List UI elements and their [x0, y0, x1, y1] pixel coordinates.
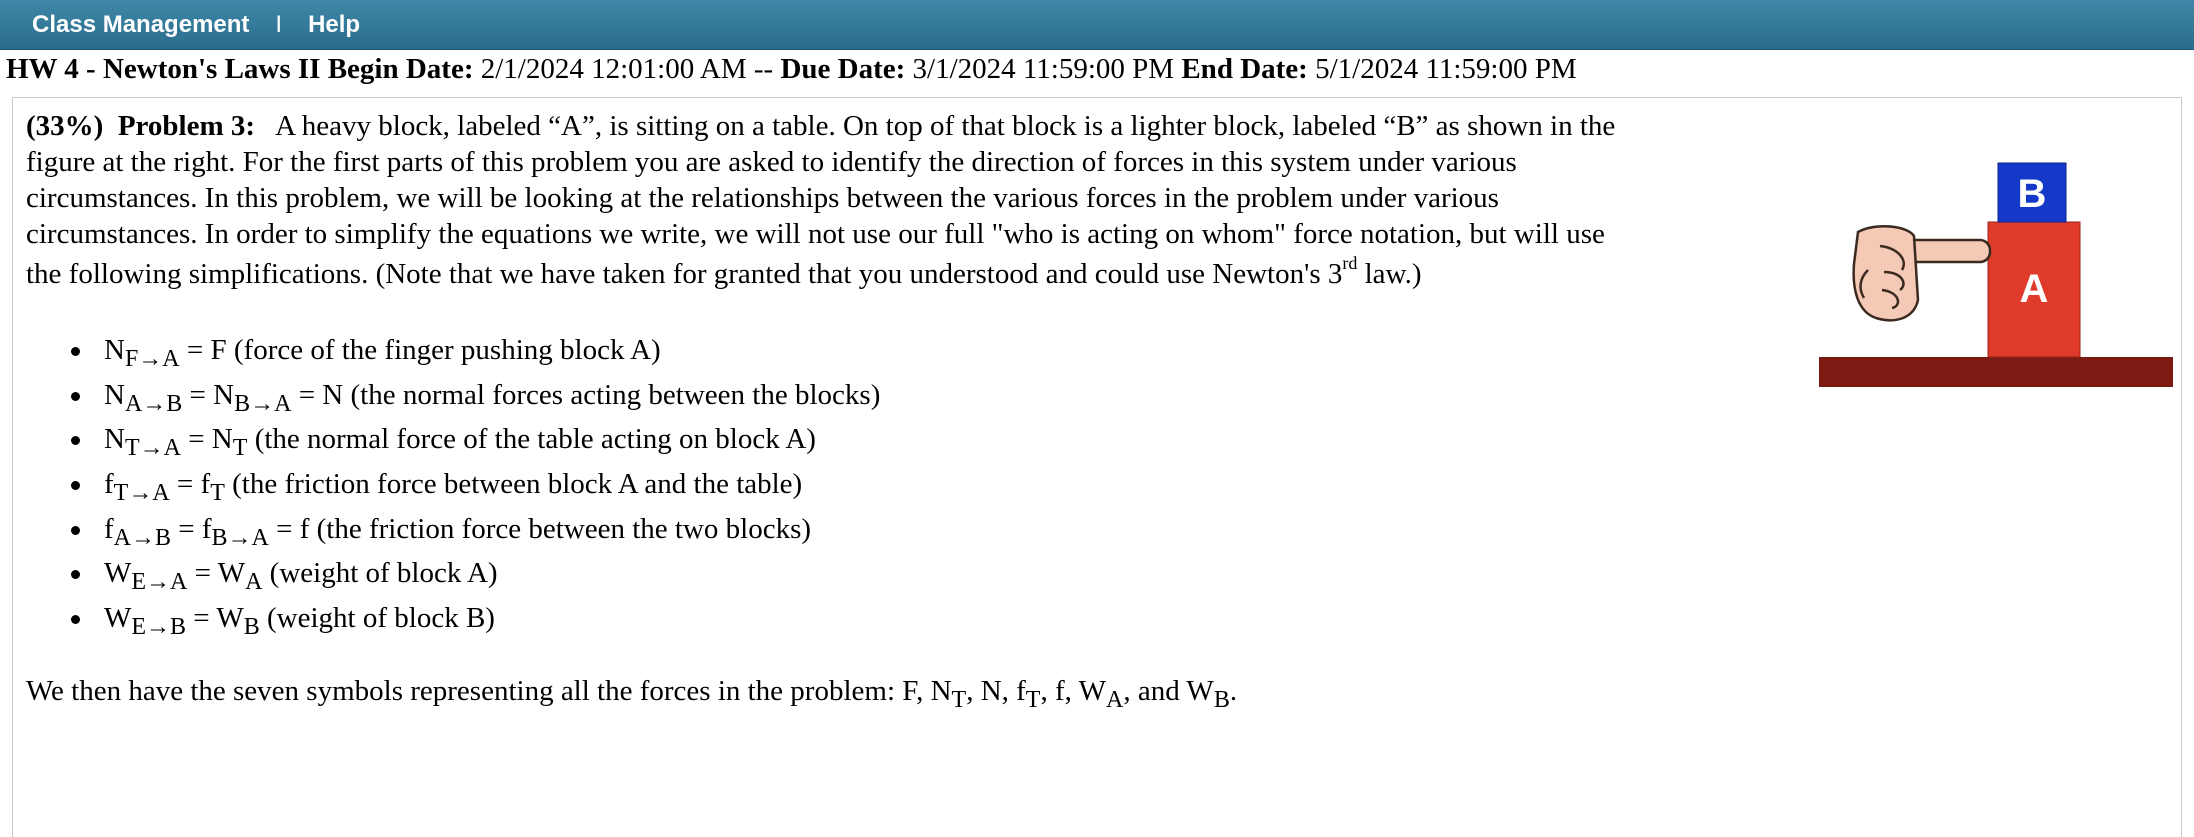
date-separator: --	[753, 53, 774, 85]
problem-line-2: figure at the right. For the first parts of this problem you are asked to identify the direction of forces in this system under various	[26, 146, 1517, 178]
subscript: B	[1213, 687, 1230, 713]
force-summary	[26, 673, 1238, 713]
end-date-value: 5/1/2024 11:59:00 PM	[1315, 53, 1577, 85]
definition-text: (the normal force of the table acting on block A)	[247, 423, 816, 456]
symbol: N	[104, 423, 125, 456]
bullet	[71, 526, 80, 535]
summary-text: , and W	[1123, 675, 1214, 707]
subscript: T	[232, 435, 248, 462]
subscript: A	[245, 569, 263, 596]
summary-text: , f, W	[1040, 675, 1106, 707]
subscript: E→A	[131, 569, 188, 596]
definition-item	[42, 328, 880, 373]
assignment-title: HW 4 - Newton's Laws II	[6, 53, 321, 85]
block-b-label: B	[2017, 172, 2047, 216]
assignment-header	[6, 50, 1577, 88]
top-nav-bar	[0, 0, 2194, 50]
bullet	[71, 481, 80, 490]
definition-text: = f (the friction force between the two blocks)	[268, 512, 812, 545]
blocks-diagram	[1818, 160, 2174, 390]
menu-class-management[interactable]: Class Management	[32, 11, 250, 38]
blocks-figure	[1818, 160, 2174, 390]
due-date-label: Due Date:	[780, 53, 906, 85]
bullet	[71, 347, 80, 356]
definition-item	[42, 373, 880, 418]
menu	[32, 11, 360, 39]
definition-text: (weight of block A)	[262, 557, 498, 590]
problem-text-5a: the following simplifications. (Note that we have taken for granted that you understood and could use Newton's 3	[26, 258, 1343, 290]
subscript: T	[951, 687, 967, 713]
pointing-hand-icon	[1854, 226, 1990, 320]
subscript: T	[210, 480, 225, 507]
problem-line-5	[26, 253, 1796, 292]
definition-item	[42, 417, 880, 462]
symbol-mid: = N	[180, 423, 233, 456]
symbol: W	[104, 602, 132, 635]
problem-text-1: A heavy block, labeled “A”, is sitting on a table. On top of that block is a lighter block, labeled “B” as shown in the	[275, 110, 1616, 142]
problem-line-4: circumstances. In order to simplify the equations we write, we will not use our full "who is acting on whom" force notation, but will use	[26, 218, 1605, 250]
bullet	[71, 615, 80, 624]
subscript: T→A	[113, 480, 170, 507]
block-a-label: A	[2019, 267, 2049, 311]
begin-date-label: Begin Date:	[327, 53, 474, 85]
subscript: T→A	[124, 435, 181, 462]
symbol-mid: = f	[171, 512, 212, 545]
summary-text: We then have the seven symbols representing all the forces in the problem: F, N	[26, 675, 952, 707]
subscript: B	[243, 614, 260, 641]
summary-text: , N, f	[966, 675, 1026, 707]
problem-weight: (33%)	[26, 110, 104, 142]
summary-text: .	[1229, 675, 1238, 707]
symbol: N	[104, 378, 125, 411]
definition-item	[42, 462, 880, 507]
subscript: A→B	[124, 390, 183, 417]
superscript-rd: rd	[1342, 253, 1358, 274]
problem-label: Problem 3:	[117, 110, 256, 142]
symbol: W	[104, 557, 132, 590]
symbol: f	[104, 512, 114, 545]
menu-help[interactable]: Help	[308, 11, 361, 38]
subscript: T	[1025, 687, 1041, 713]
subscript: A→B	[113, 524, 172, 551]
symbol-mid: = N	[182, 378, 235, 411]
subscript: B→A	[211, 524, 269, 551]
symbol-mid: = f	[169, 468, 211, 501]
subscript: E→B	[131, 614, 187, 641]
definition-text: (weight of block B)	[259, 602, 495, 635]
table-surface	[1819, 357, 2173, 387]
problem-line-3: circumstances. In this problem, we will be looking at the relationships between the various forces in the problem under various	[26, 182, 1499, 214]
definition-item	[42, 551, 880, 596]
symbol-mid: = W	[187, 557, 246, 590]
definition-text: = N (the normal forces acting between the blocks)	[291, 378, 881, 411]
subscript: F→A	[124, 346, 180, 372]
subscript: A	[1105, 687, 1124, 713]
force-definitions-list	[42, 328, 880, 641]
menu-separator: I	[275, 11, 283, 38]
bullet	[71, 436, 80, 445]
symbol: f	[104, 468, 114, 501]
definition-text: (the friction force between block A and the table)	[224, 468, 803, 501]
definition-item	[42, 507, 880, 552]
definition-item	[42, 596, 880, 641]
due-date-value: 3/1/2024 11:59:00 PM	[912, 53, 1175, 85]
subscript: B→A	[234, 390, 292, 417]
problem-statement	[26, 108, 1796, 292]
bullet	[71, 570, 80, 579]
bullet	[71, 392, 80, 401]
problem-line-1	[26, 108, 1796, 144]
symbol: N	[104, 334, 125, 366]
definition-text: = F (force of the finger pushing block A)	[186, 334, 661, 366]
begin-date-value: 2/1/2024 12:01:00 AM	[480, 53, 747, 85]
symbol-mid: = W	[186, 602, 244, 635]
problem-text-5b: law.)	[1357, 258, 1422, 290]
end-date-label: End Date:	[1181, 53, 1308, 85]
